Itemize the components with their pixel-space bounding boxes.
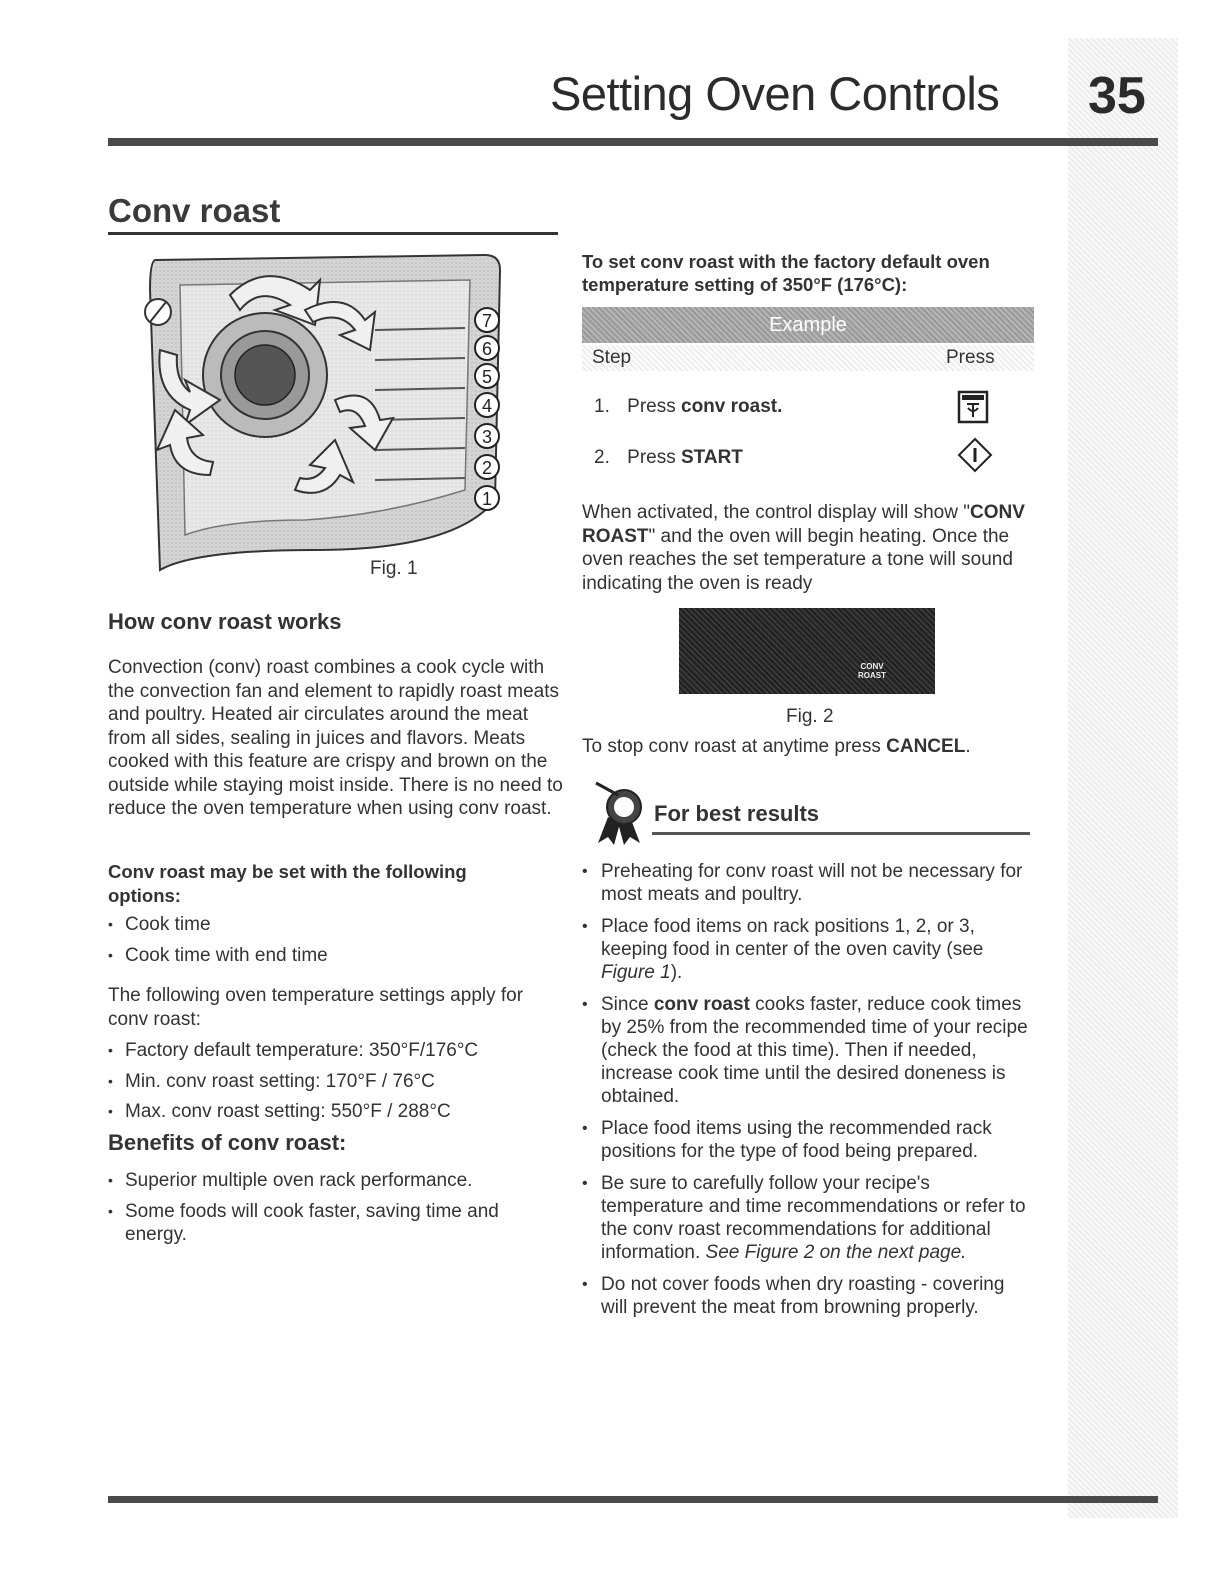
rack-position-7: 7 (481, 311, 493, 331)
list-item (582, 1172, 1034, 1264)
benefits-heading: Benefits of conv roast: (108, 1130, 347, 1155)
item-emphasis: conv roast (653, 994, 750, 1015)
list-item: • Superior multiple oven rack performance. (108, 1169, 538, 1193)
item-text: Be sure to carefully follow your recipe's temperature and time recommendations or refer to the conv roast recommendations for additional information. (601, 1173, 1026, 1263)
list-item (582, 860, 1034, 906)
how-it-works-heading: How conv roast works (108, 609, 342, 634)
step-1 (594, 395, 782, 419)
press-column-label: Press (946, 347, 995, 368)
step-column-label: Step (592, 347, 632, 368)
rack-position-1: 1 (481, 489, 493, 509)
figure2-caption: Fig. 2 (786, 706, 834, 727)
stop-instructions (582, 735, 971, 759)
activation-p1: When activated, the control display will show (582, 502, 964, 523)
list-item: • Min. conv roast setting: 170°F / 76°C (108, 1070, 558, 1094)
step-2 (594, 446, 743, 470)
rack-position-5: 5 (481, 367, 493, 387)
item-text: ). (670, 962, 683, 983)
list-item: • Some foods will cook faster, saving time and energy. (108, 1200, 538, 1247)
activation-p2: and the oven will begin heating. Once the oven reaches the set temperature a tone will sound indicating the oven is ready (582, 525, 1013, 594)
page-number: 35 (1088, 67, 1146, 125)
header-rule (108, 138, 1158, 146)
award-ribbon-icon (588, 775, 650, 845)
options-list (108, 913, 548, 974)
item-text: Do not cover foods when dry roasting - covering will prevent the meat from browning properly. (601, 1274, 1005, 1318)
rack-position-6: 6 (481, 339, 493, 359)
benefits-list (108, 1169, 538, 1254)
example-header: Example (582, 307, 1034, 343)
step-prefix: Press (627, 396, 681, 417)
step-key: START (681, 447, 743, 468)
set-instructions-heading: To set conv roast with the factory default oven temperature setting of 350°F (176°C): (582, 251, 990, 295)
activation-text: When activated, the control display will show "CONV ROAST" and the oven will begin heating. Once the oven reaches the set temperature a tone will sound indicating the oven is ready (582, 502, 1025, 594)
display-line-2: ROAST (858, 671, 886, 680)
list-item (582, 915, 1034, 984)
figure1-caption: Fig. 1 (370, 558, 418, 579)
rack-position-2: 2 (481, 458, 493, 478)
section-title-underline (108, 232, 558, 235)
list-item: • Max. conv roast setting: 550°F / 288°C (108, 1100, 558, 1124)
rack-position-3: 3 (481, 427, 493, 447)
step-number: 2. (594, 447, 610, 468)
stop-prefix: To stop conv roast at anytime press (582, 736, 887, 757)
cancel-key: CANCEL (886, 736, 966, 757)
step-number: 1. (594, 396, 610, 417)
how-it-works-body: Convection (conv) roast combines a cook cycle with the convection fan and element to rapidly roast meats and poultry. Heated air circulates around the meat from all sides, sealing in juices and flavors. Meats cooked with this feature are crispy and brown on the outside while staying moist inside. There is no need to reduce the oven temperature when using conv roast. (108, 657, 563, 819)
page-title: Setting Oven Controls (550, 67, 1000, 120)
options-heading: Conv roast may be set with the following options: (108, 861, 467, 906)
list-item (582, 1117, 1034, 1163)
temps-list (108, 1039, 558, 1131)
section-title: Conv roast (108, 192, 281, 229)
step-prefix: Press (627, 447, 681, 468)
item-text: Place food items on rack positions 1, 2, or 3, keeping food in center of the oven cavity (see (601, 916, 984, 960)
list-item (582, 1273, 1034, 1319)
list-item: • Factory default temperature: 350°F/176°C (108, 1039, 558, 1063)
item-text: cooks faster, reduce cook times by 25% from the recommended time of your recipe (check the food at this time). Then if needed, increase cook time until the desired doneness is obtained. (601, 994, 1028, 1107)
best-results-rule (652, 832, 1030, 835)
start-diamond-icon (956, 436, 994, 474)
step-key: conv roast. (681, 396, 783, 417)
temps-intro: The following oven temperature settings apply for conv roast: (108, 985, 524, 1030)
display-label (858, 662, 886, 680)
best-results-list (582, 860, 1034, 1328)
oven-cavity-illustration (135, 250, 520, 595)
display-line-1: CONV (860, 662, 884, 671)
footer-rule (108, 1496, 1158, 1503)
list-item (582, 993, 1034, 1108)
figure-reference: Figure 1 (601, 962, 671, 983)
rack-position-4: 4 (481, 396, 493, 416)
control-display-image (679, 608, 935, 694)
page-edge-tab (1068, 38, 1178, 1518)
best-results-heading: For best results (654, 801, 820, 826)
item-text: Since (601, 994, 654, 1015)
list-item: • Cook time with end time (108, 944, 548, 968)
list-item: • Cook time (108, 913, 548, 937)
stop-suffix: . (965, 736, 971, 757)
item-text: Place food items using the recommended rack positions for the type of food being prepared. (601, 1118, 992, 1162)
display-text: CONV ROAST (582, 502, 1025, 547)
figure-reference: See Figure 2 on the next page. (705, 1242, 967, 1263)
convection-fan-key-icon (957, 390, 989, 424)
item-text: Preheating for conv roast will not be necessary for most meats and poultry. (601, 861, 1023, 905)
